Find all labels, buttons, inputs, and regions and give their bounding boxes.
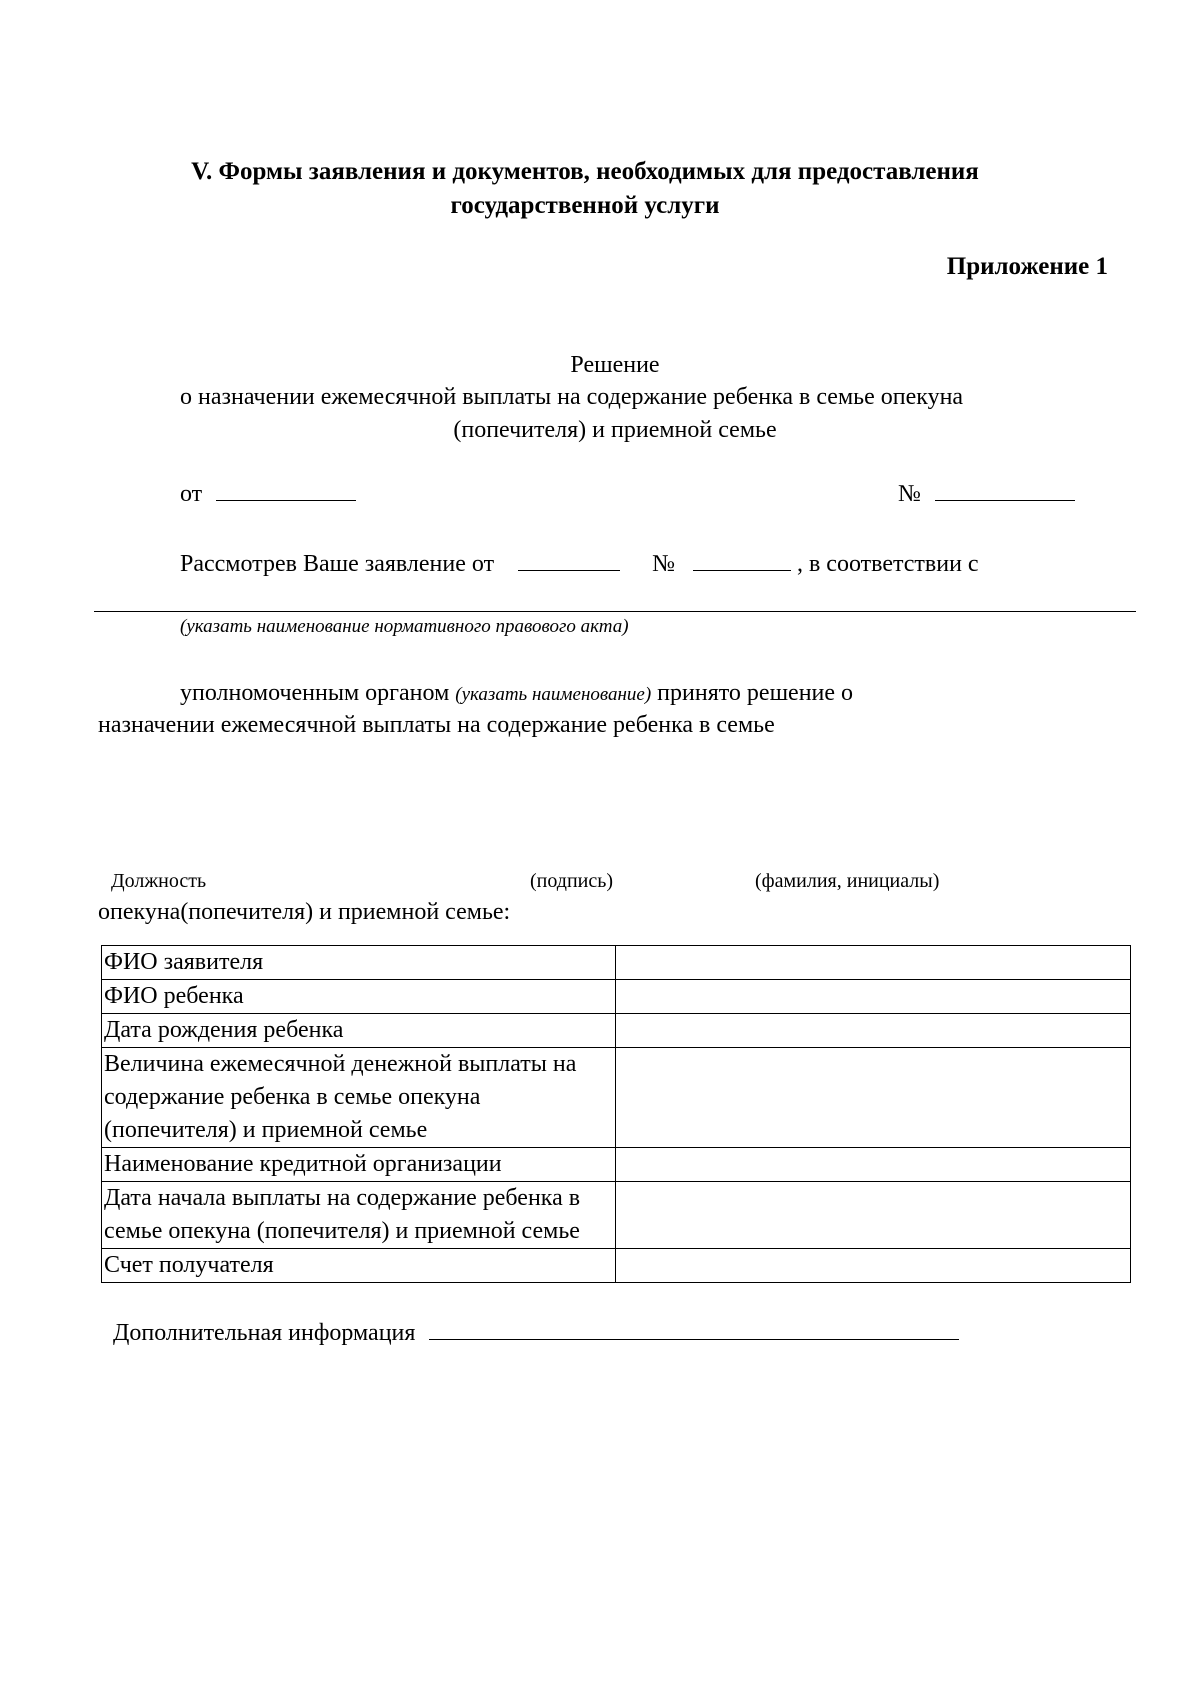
guardian-text: опекуна(попечителя) и приемной семье:	[98, 899, 511, 925]
decision-title: Решение	[570, 352, 660, 378]
signature-position-label: Должность	[111, 870, 207, 892]
row-label: Дата рождения ребенка	[102, 1014, 616, 1048]
date-field[interactable]	[180, 478, 356, 510]
legal-act-line[interactable]	[94, 611, 1136, 612]
row-value[interactable]	[616, 946, 1131, 980]
row-value[interactable]	[616, 1249, 1131, 1283]
authority-note: (указать наименование)	[455, 684, 652, 705]
row-label: Величина ежемесячной денежной выплаты на содержание ребенка в семье опекуна (попечителя) и приемной семье	[102, 1048, 616, 1148]
row-value[interactable]	[616, 1182, 1131, 1249]
authority-line2: назначении ежемесячной выплаты на содержание ребенка в семье	[98, 712, 775, 738]
considered-text: Рассмотрев Ваше заявление от	[180, 551, 495, 577]
authority-prefix: уполномоченным органом	[180, 680, 450, 706]
table-row	[102, 980, 1131, 1014]
number-blank[interactable]	[935, 478, 1075, 501]
section-heading-line1: V. Формы заявления и документов, необходимых для предоставления	[191, 158, 979, 185]
row-label: ФИО ребенка	[102, 980, 616, 1014]
number-field[interactable]	[898, 478, 1075, 510]
additional-info-label: Дополнительная информация	[113, 1320, 416, 1346]
table-row	[102, 946, 1131, 980]
considered-number-sign: №	[652, 551, 675, 577]
section-heading-line2: государственной услуги	[450, 192, 720, 219]
legal-act-note: (указать наименование нормативного правового акта)	[180, 616, 629, 637]
number-label: №	[898, 481, 921, 507]
additional-info-blank[interactable]	[429, 1315, 959, 1340]
application-number-blank[interactable]	[693, 548, 791, 571]
table-row	[102, 1148, 1131, 1182]
table-row	[102, 1048, 1131, 1148]
date-blank[interactable]	[216, 478, 356, 501]
table-row	[102, 1014, 1131, 1048]
application-date-blank[interactable]	[518, 548, 620, 571]
considered-tail: , в соответствии с	[796, 551, 979, 577]
row-value[interactable]	[616, 1014, 1131, 1048]
row-label: Счет получателя	[102, 1249, 616, 1283]
decision-subtitle-line1: о назначении ежемесячной выплаты на содержание ребенка в семье опекуна	[180, 384, 964, 410]
additional-info	[113, 1315, 959, 1349]
row-value[interactable]	[616, 1148, 1131, 1182]
considered-statement	[180, 548, 979, 580]
decision-subtitle-line2: (попечителя) и приемной семье	[453, 417, 777, 443]
row-value[interactable]	[616, 1048, 1131, 1148]
authority-suffix: принято решение о	[657, 680, 854, 706]
row-label: Наименование кредитной организации	[102, 1148, 616, 1182]
row-label: ФИО заявителя	[102, 946, 616, 980]
row-label: Дата начала выплаты на содержание ребенка в семье опекуна (попечителя) и приемной семье	[102, 1182, 616, 1249]
table-row	[102, 1182, 1131, 1249]
row-value[interactable]	[616, 980, 1131, 1014]
authority-line1	[180, 677, 853, 711]
signature-name-label: (фамилия, инициалы)	[755, 870, 940, 892]
signature-sign-label: (подпись)	[530, 870, 614, 892]
appendix-label: Приложение 1	[946, 253, 1108, 280]
table-row	[102, 1249, 1131, 1283]
info-table	[101, 945, 1131, 1283]
from-label: от	[180, 481, 203, 507]
